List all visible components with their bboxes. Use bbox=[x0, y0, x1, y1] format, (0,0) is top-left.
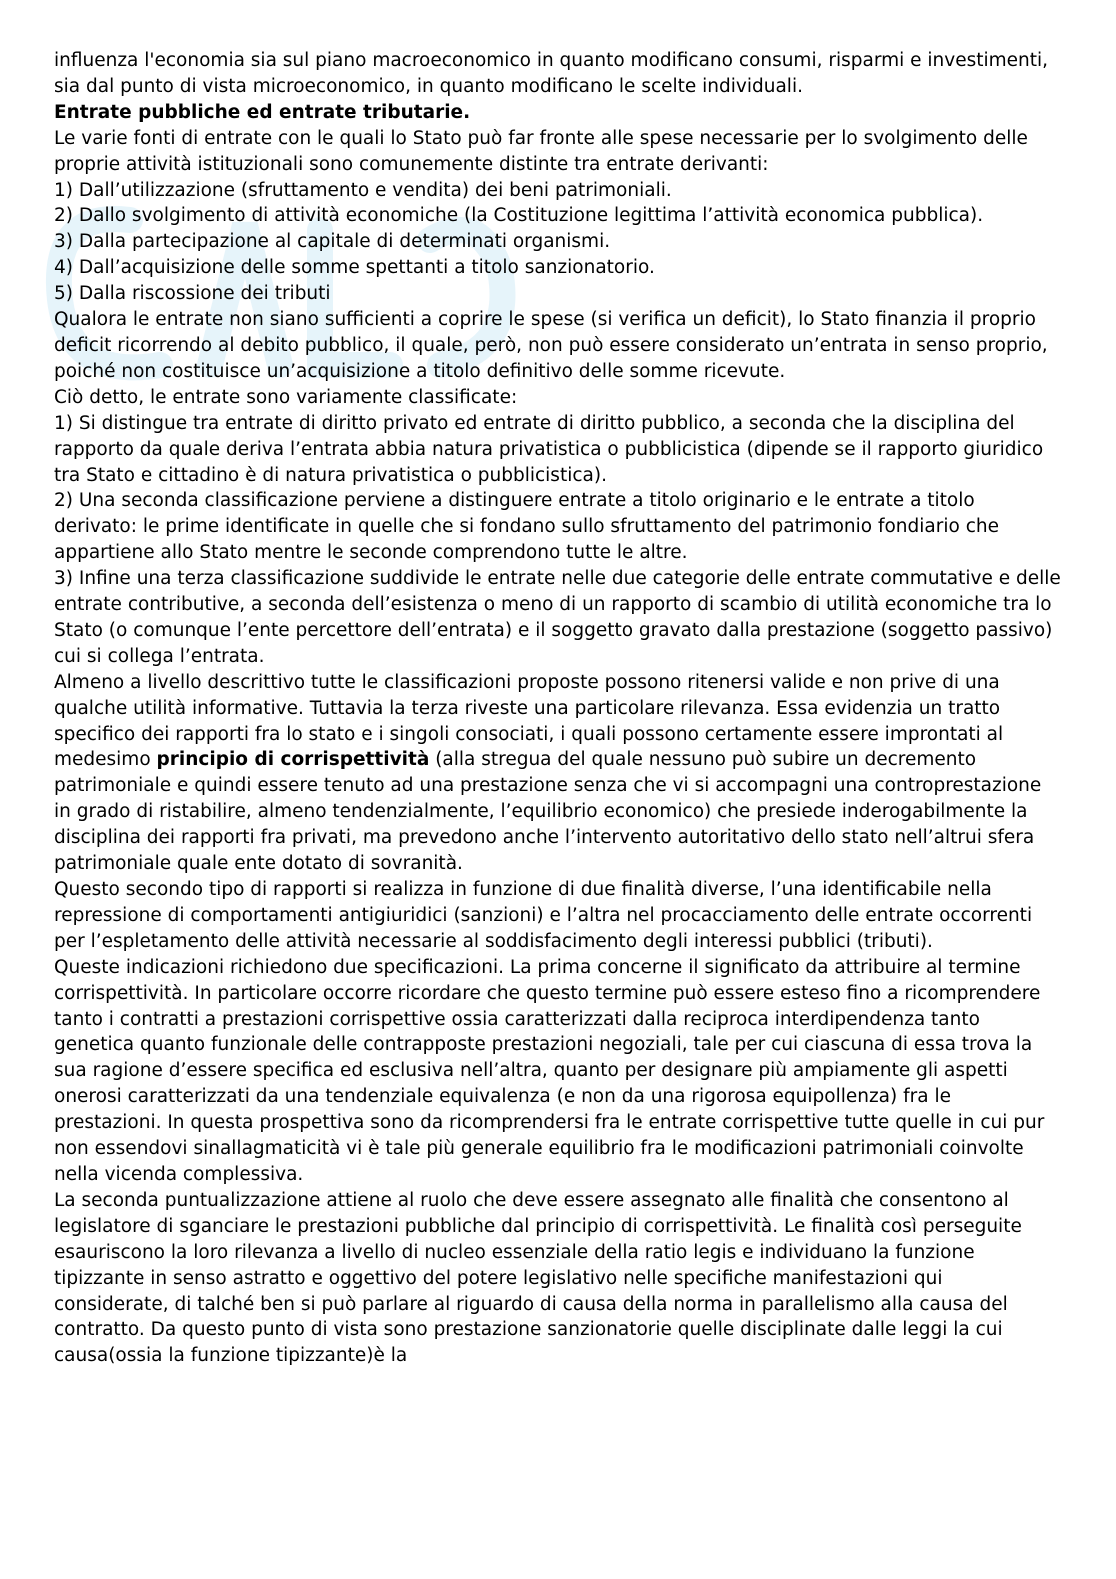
corrispettivita-bold-term: principio di corrispettività bbox=[156, 749, 430, 771]
second-type-paragraph: Questo secondo tipo di rapporti si realizza in funzione di due finalità diverse, l’una identificabile nella repressione di comportamenti antigiuridici (sanzioni) e l’altra nel procacciamento delle entrate occorrenti per l’espletamento delle attività necessarie al soddisfacimento degli interessi pubblici (tributi). bbox=[54, 879, 1033, 952]
classification-list-item: 2) Una seconda classificazione perviene a distinguere entrate a titolo originario e le entrate a titolo derivato: le prime identificate in quelle che si fondano sullo sfruttamento del patrimonio fondiario che appartiene allo Stato mentre le seconde comprendono tutte le altre. bbox=[54, 490, 999, 564]
classification-list-item: 3) Infine una terza classificazione suddivide le entrate nelle due categorie delle entrate commutative e delle entrate contributive, a seconda dell’esistenza o meno di un rapporto di scambio di utilità economiche tra lo Stato (o comunque l’ente percettore dell’entrata) e il soggetto gravato dalla prestazione (soggetto passivo) cui si collega l’entrata. bbox=[54, 568, 1061, 667]
sources-list-item: 2) Dallo svolgimento di attività economiche (la Costituzione legittima l’attività economica pubblica). bbox=[54, 205, 984, 227]
document-page bbox=[54, 48, 1062, 1369]
sources-intro-paragraph: Le varie fonti di entrate con le quali lo Stato può far fronte alle spese necessarie per lo svolgimento delle proprie attività istituzionali sono comunemente distinte tra entrate derivanti: bbox=[54, 127, 1028, 175]
intro-paragraph: influenza l'economia sia sul piano macroeconomico in quanto modificano consumi, risparmi e investimenti, sia dal punto di vista microeconomico, in quanto modificano le scelte individuali. bbox=[54, 50, 1049, 97]
section-heading-text: Entrate pubbliche ed entrate tributarie. bbox=[54, 101, 471, 123]
corrispettivita-text-after: (alla stregua del quale nessuno può subire un decremento patrimoniale e quindi essere tenuto ad una prestazione senza che vi si accompagni una controprestazione in grado di ristabilire, almeno tendenzialmente, l’equilibrio economico) che presiede inderogabilmente la disciplina dei rapporti fra privati, ma prevedono anche l’intervento autoritativo dello stato nell’altrui sfera patrimoniale quale ente dotato di sovranità. bbox=[54, 749, 1042, 875]
corrispettivita-paragraph bbox=[54, 670, 1062, 877]
corrispettivita-text-before: Almeno a livello descrittivo tutte le classificazioni proposte possono ritenersi valide e non prive di una qualche utilità informative. Tuttavia la terza riveste una particolare rilevanza. Essa evidenzia un tratto specifico dei rapporti fra lo stato e i singoli consociati, i quali possono certamente essere improntati al medesimo bbox=[54, 671, 1004, 771]
sources-list-item: 1) Dall’utilizzazione (sfruttamento e vendita) dei beni patrimoniali. bbox=[54, 179, 672, 201]
sources-list-item: 5) Dalla riscossione dei tributi bbox=[54, 283, 331, 305]
specifications-paragraph: Queste indicazioni richiedono due specificazioni. La prima concerne il significato da attribuire al termine corrispettività. In particolare occorre ricordare che questo termine può essere esteso fino a ricomprendere tanto i contratti a prestazioni corrispettive ossia caratterizzati dalla reciproca interdipendenza tanto genetica quanto funzionale delle contrapposte prestazioni negoziali, tale per cui ciascuna di essa trova la sua ragione d’essere specifica ed esclusiva nell’altra, quanto per designare più ampiamente gli aspetti onerosi caratterizzati da una tendenziale equivalenza (e non da una rigorosa equipollenza) fra le prestazioni. In questa prospettiva sono da ricomprendersi fra le entrate corrispettive tutte quelle in cui pur non essendovi sinallagmaticità vi è tale più generale equilibrio fra le modificazioni patrimoniali coinvolte nella vicenda complessiva. bbox=[54, 956, 1045, 1185]
classification-intro-paragraph: Ciò detto, le entrate sono variamente classificate: bbox=[54, 386, 518, 408]
classification-list-item: 1) Si distingue tra entrate di diritto privato ed entrate di diritto pubblico, a seconda che la disciplina del rapporto da quale deriva l’entrata abbia natura privatistica o pubblicistica (dipende se il rapporto giuridico tra Stato e cittadino è di natura privatistica o pubblicistica). bbox=[54, 412, 1044, 486]
sources-list-item: 4) Dall’acquisizione delle somme spettanti a titolo sanzionatorio. bbox=[54, 257, 655, 279]
sources-list-item: 3) Dalla partecipazione al capitale di determinati organismi. bbox=[54, 231, 611, 253]
deficit-paragraph: Qualora le entrate non siano sufficienti a coprire le spese (si verifica un deficit), lo Stato finanzia il proprio deficit ricorrendo al debito pubblico, il quale, però, non può essere considerato un’entrata in senso proprio, poiché non costituisce un’acquisizione a titolo definitivo delle somme ricevute. bbox=[54, 309, 1048, 382]
second-clarification-paragraph: La seconda puntualizzazione attiene al ruolo che deve essere assegnato alle finalità che consentono al legislatore di sganciare le prestazioni pubbliche dal principio di corrispettività. Le finalità così perseguite esauriscono la loro rilevanza a livello di nucleo essenziale della ratio legis e individuano la funzione tipizzante in senso astratto e oggettivo del potere legislativo nelle specifiche manifestazioni qui considerate, di talché ben si può parlare al riguardo di causa della norma in parallelismo alla causa del contratto. Da questo punto di vista sono prestazione sanzionatorie quelle disciplinate dalle leggi la cui causa(ossia la funzione tipizzante)è la bbox=[54, 1189, 1022, 1367]
section-heading bbox=[54, 100, 1062, 126]
